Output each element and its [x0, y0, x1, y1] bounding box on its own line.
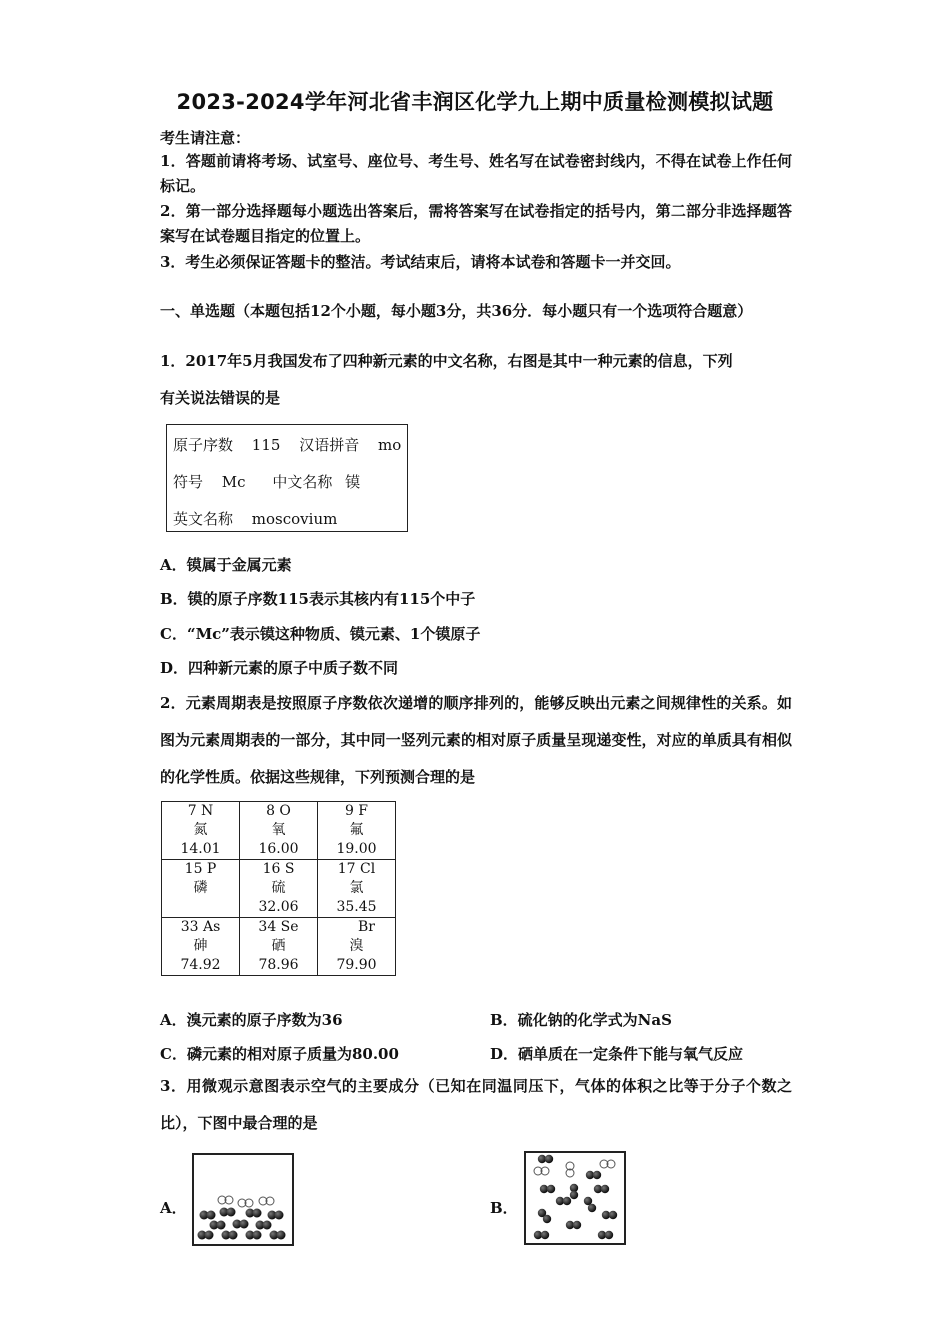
pt-cell: 34 Se 硒 78.96: [240, 918, 318, 976]
q2-option-a: A．溴元素的原子序数为36: [160, 1011, 343, 1029]
element-symbol: Mc: [221, 473, 246, 491]
q2-option-d: D．硒单质在一定条件下能与氧气反应: [490, 1045, 744, 1063]
label-symbol: 符号: [173, 473, 204, 491]
pt-cell: 33 As 砷 74.92: [162, 918, 240, 976]
element-info-card: [166, 424, 408, 532]
section-heading: 一、单选题（本题包括12个小题，每小题3分，共36分．每小题只有一个选项符合题意）: [160, 302, 753, 320]
pt-cell: 16 S 硫 32.06: [240, 860, 318, 918]
q1-stem-line1: 1．2017年5月我国发布了四种新元素的中文名称，右图是其中一种元素的信息，下列: [160, 352, 733, 370]
pt-cell: 9 F 氟 19.00: [318, 802, 396, 860]
pt-cell: 15 P 磷: [162, 860, 240, 918]
q3-option-b-diagram: [524, 1151, 626, 1245]
q1-option-b: B．镆的原子序数115表示其核内有115个中子: [160, 590, 476, 608]
chinese-name: 镆: [345, 473, 361, 491]
q3-option-a-label: A．: [160, 1199, 187, 1217]
note-3: 3．考生必须保证答题卡的整洁。考试结束后，请将本试卷和答题卡一并交回。: [160, 253, 681, 271]
pinyin: mo: [378, 436, 402, 454]
page-title: 2023-2024学年河北省丰润区化学九上期中质量检测模拟试题: [176, 90, 774, 114]
q2-stem: 2．元素周期表是按照原子序数依次递增的顺序排列的，能够反映出元素之间规律性的关系。如图为元素周期表的一部分，其中同一竖列元素的相对原子质量呈现递变性，对应的单质具有相似的化学性质。依据这些规律，下列预测合理的是: [160, 694, 792, 786]
q1-option-d: D．四种新元素的原子中质子数不同: [160, 659, 399, 677]
periodic-table-excerpt: [161, 801, 396, 976]
note-2: 2．第一部分选择题每小题选出答案后，需将答案写在试卷指定的括号内，第二部分非选择题答案写在试卷题目指定的位置上。: [160, 202, 792, 245]
label-atomic-number: 原子序数: [173, 436, 234, 454]
molecule-diagram-a: [194, 1155, 292, 1244]
english-name: moscovium: [251, 510, 338, 528]
label-chinese-name: 中文名称: [272, 473, 333, 491]
notes-heading: 考生请注意：: [160, 129, 251, 147]
q2-option-b: B．硫化钠的化学式为NaS: [490, 1011, 672, 1029]
pt-cell: 7 N 氮 14.01: [162, 802, 240, 860]
q1-stem-line2: 有关说法错误的是: [160, 389, 281, 407]
pt-cell: Br 溴 79.90: [318, 918, 396, 976]
q1-option-c: C．“Mc”表示镆这种物质、镆元素、1个镆原子: [160, 625, 481, 643]
pt-cell: 17 Cl 氯 35.45: [318, 860, 396, 918]
q3-stem: 3．用微观示意图表示空气的主要成分（已知在同温同压下，气体的体积之比等于分子个数之比），下图中最合理的是: [160, 1077, 792, 1132]
molecule-diagram-b: [526, 1153, 624, 1243]
atomic-number: 115: [251, 436, 281, 454]
q1-option-a: A．镆属于金属元素: [160, 556, 292, 574]
pt-cell: 8 O 氧 16.00: [240, 802, 318, 860]
q3-option-b-label: B．: [490, 1199, 518, 1217]
q3-option-a-diagram: [192, 1153, 294, 1246]
label-pinyin: 汉语拼音: [299, 436, 360, 454]
label-english-name: 英文名称: [173, 510, 234, 528]
note-1: 1．答题前请将考场、试室号、座位号、考生号、姓名写在试卷密封线内，不得在试卷上作任何标记。: [160, 152, 792, 195]
q2-option-c: C．磷元素的相对原子质量为80.00: [160, 1045, 399, 1063]
